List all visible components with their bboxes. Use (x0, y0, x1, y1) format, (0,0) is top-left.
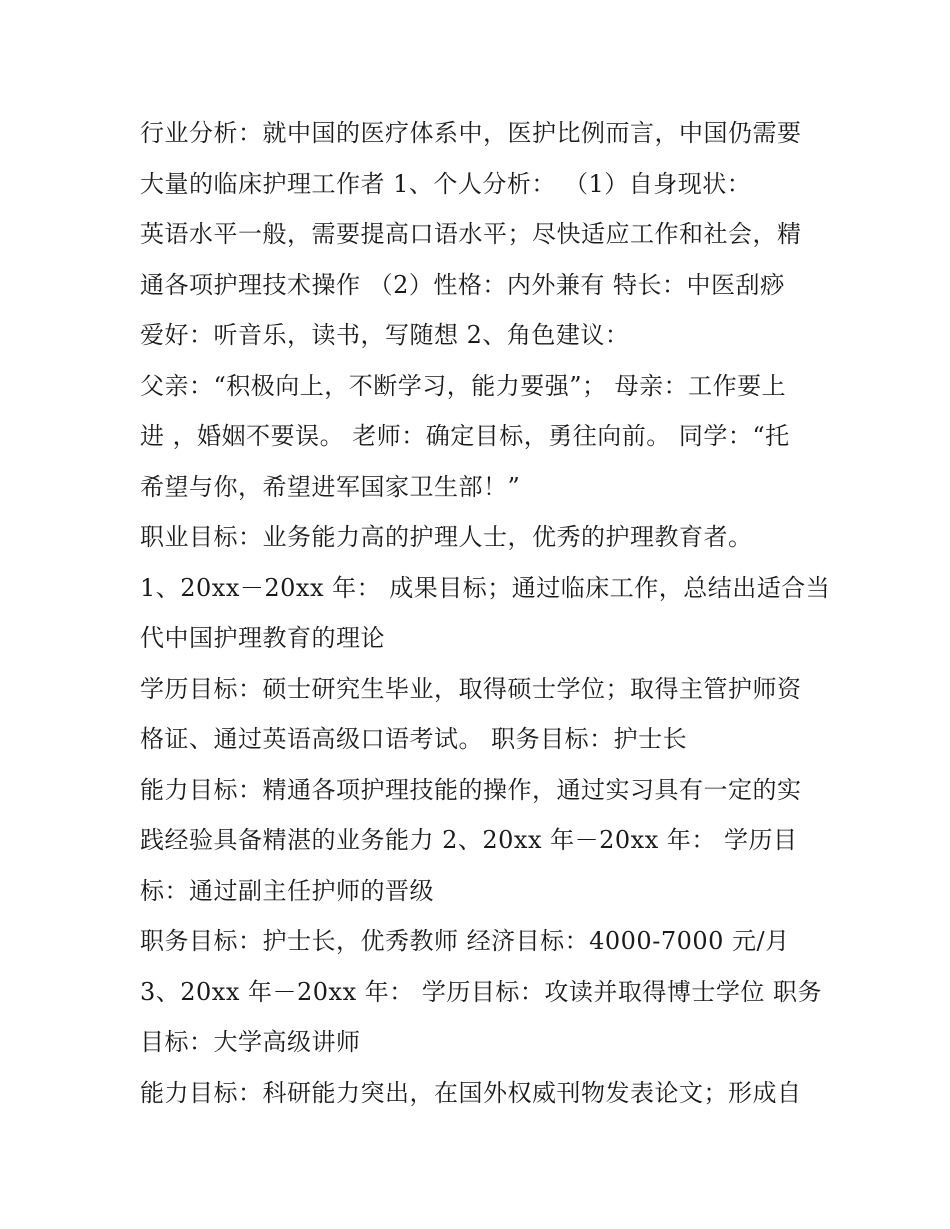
text-line: 能力目标：科研能力突出，在国外权威刊物发表论文；形成自 (140, 1078, 802, 1107)
text-line: 行业分析：就中国的医疗体系中，医护比例而言，中国仍需要 (140, 119, 802, 147)
text-line: 目标：大学高级讲师 (140, 1028, 361, 1056)
text-line: 格证、通过英语高级口语考试。 职务目标：护士长 (140, 725, 688, 753)
text-line: 标：通过副主任护师的晋级 (140, 876, 434, 905)
text-line: 代中国护理教育的理论 (140, 624, 385, 652)
text-line: 进 ，婚姻不要误。 老师：确定目标，勇往向前。 同学：“托 (140, 422, 790, 450)
text-line: 1、20xx－20xx 年： 成果目标；通过临床工作，总结出适合当 (140, 573, 831, 602)
text-line: 职业目标：业务能力高的护理人士，优秀的护理教育者。 (140, 523, 753, 551)
text-line: 职务目标：护士长，优秀教师 经济目标：4000-7000 元/月 (140, 927, 790, 955)
text-line: 学历目标：硕士研究生毕业，取得硕士学位；取得主管护师资 (140, 674, 802, 703)
text-line: 希望与你，希望进军国家卫生部！” (140, 472, 521, 501)
text-line: 英语水平一般，需要提高口语水平；尽快适应工作和社会，精 (140, 220, 802, 248)
text-line: 践经验具备精湛的业务能力 2、20xx 年－20xx 年： 学历目 (140, 826, 798, 854)
text-line: 3、20xx 年－20xx 年： 学历目标：攻读并取得博士学位 职务 (140, 977, 823, 1006)
text-line: 大量的临床护理工作者 1、个人分析： （1）自身现状： (140, 169, 752, 198)
text-line: 爱好：听音乐，读书，写随想 2、角色建议： (140, 321, 630, 349)
text-line: 通各项护理技术操作 （2）性格：内外兼有 特长：中医刮痧 (140, 270, 785, 299)
text-line: 能力目标：精通各项护理技能的操作，通过实习具有一定的实 (140, 775, 802, 804)
document-body (140, 108, 830, 1118)
text-line: 父亲：“积极向上，不断学习，能力要强”； 母亲：工作要上 (140, 371, 787, 400)
